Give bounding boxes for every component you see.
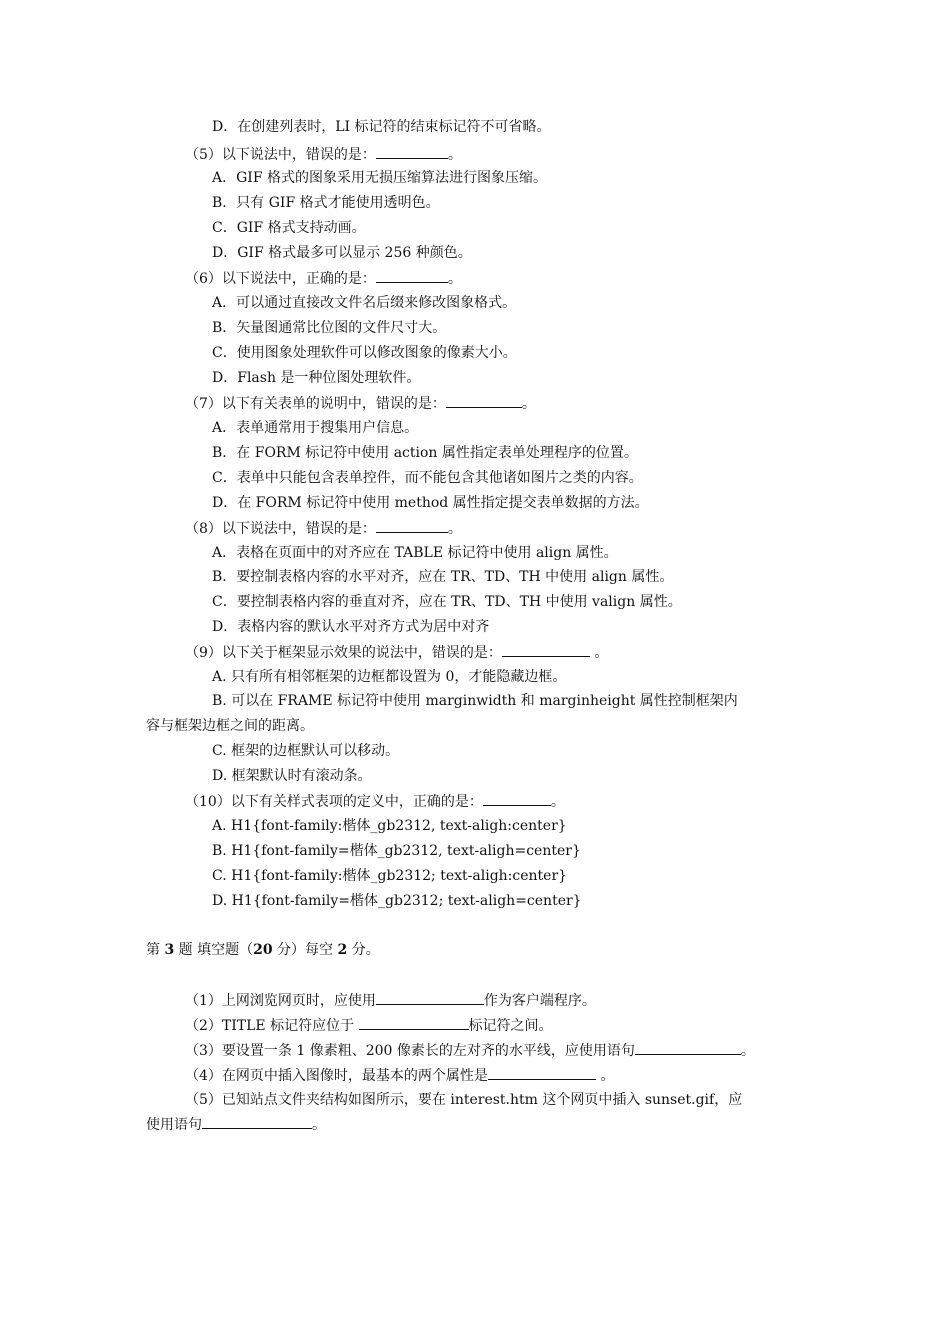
answer-blank: [376, 144, 448, 159]
q9-option-d: D. 框架默认时有滚动条。: [212, 768, 372, 784]
q6-stem: （6）以下说法中，正确的是： 。: [185, 268, 462, 288]
q8-option-b: B．要控制表格内容的水平对齐，应在 TR、TD、TH 中使用 align 属性。: [212, 569, 674, 585]
q8-option-a: A．表格在页面中的对齐应在 TABLE 标记符中使用 align 属性。: [212, 545, 618, 561]
answer-blank: [202, 1114, 312, 1129]
q5-option-c: C．GIF 格式支持动画。: [212, 220, 366, 236]
fill-q4: （4）在网页中插入图像时，最基本的两个属性是 。: [185, 1065, 614, 1085]
q5-stem: （5）以下说法中，错误的是： 。: [185, 144, 462, 164]
q6-option-d: D．Flash 是一种位图处理软件。: [212, 370, 421, 386]
q8-option-d: D．表格内容的默认水平对齐方式为居中对齐: [212, 619, 490, 635]
q7-option-b: B．在 FORM 标记符中使用 action 属性指定表单处理程序的位置。: [212, 445, 638, 461]
answer-blank: [376, 518, 448, 533]
q5-option-d: D．GIF 格式最多可以显示 256 种颜色。: [212, 245, 472, 261]
q7-option-a: A．表单通常用于搜集用户信息。: [212, 420, 419, 436]
answer-blank: [502, 642, 590, 657]
q7-option-d: D．在 FORM 标记符中使用 method 属性指定提交表单数据的方法。: [212, 495, 649, 511]
fill-q5-line2: 使用语句 。: [146, 1114, 326, 1134]
q9-option-b-line2: 容与框架边框之间的距离。: [146, 718, 314, 734]
q10-option-d: D. H1{font-family=楷体_gb2312; text-aligh=center}: [212, 893, 582, 909]
q7-stem: （7）以下有关表单的说明中，错误的是： 。: [185, 393, 536, 413]
q10-option-c: C. H1{font-family:楷体_gb2312; text-aligh:center}: [212, 868, 568, 884]
answer-blank: [376, 268, 448, 283]
q9-option-b-line1: B. 可以在 FRAME 标记符中使用 marginwidth 和 marginheight 属性控制框架内: [212, 693, 738, 709]
q6-option-a: A．可以通过直接改文件名后缀来修改图象格式。: [212, 295, 517, 311]
q6-option-c: C．使用图象处理软件可以修改图象的像素大小。: [212, 345, 517, 361]
answer-blank: [483, 791, 551, 806]
q9-option-c: C. 框架的边框默认可以移动。: [212, 743, 400, 759]
q8-stem: （8）以下说法中，错误的是： 。: [185, 518, 462, 538]
q10-option-a: A. H1{font-family:楷体_gb2312, text-aligh:center}: [212, 818, 567, 834]
q8-option-c: C．要控制表格内容的垂直对齐，应在 TR、TD、TH 中使用 valign 属性。: [212, 594, 682, 610]
q9-stem: （9）以下关于框架显示效果的说法中，错误的是： 。: [185, 642, 608, 662]
q10-stem: （10）以下有关样式表项的定义中，正确的是： 。: [185, 791, 565, 811]
fill-q2: （2）TITLE 标记符应位于 标记符之间。: [185, 1015, 553, 1035]
q7-option-c: C．表单中只能包含表单控件，而不能包含其他诸如图片之类的内容。: [212, 470, 643, 486]
section-3-heading: 第 3 题 填空题（20 分）每空 2 分。: [146, 942, 380, 958]
fill-q5-line1: （5）已知站点文件夹结构如图所示，要在 interest.htm 这个网页中插入 sunset.gif，应: [185, 1092, 743, 1108]
answer-blank: [446, 393, 522, 408]
q9-option-a: A. 只有所有相邻框架的边框都设置为 0，才能隐藏边框。: [212, 669, 567, 685]
q5-option-a: A．GIF 格式的图象采用无损压缩算法进行图象压缩。: [212, 170, 547, 186]
answer-blank: [359, 1015, 469, 1030]
answer-blank: [488, 1065, 596, 1080]
q6-option-b: B．矢量图通常比位图的文件尺寸大。: [212, 320, 447, 336]
q4-option-d: D．在创建列表时，LI 标记符的结束标记符不可省略。: [212, 119, 551, 135]
answer-blank: [376, 990, 484, 1005]
q5-option-b: B．只有 GIF 格式才能使用透明色。: [212, 195, 440, 211]
q10-option-b: B. H1{font-family=楷体_gb2312, text-aligh=center}: [212, 843, 581, 859]
fill-q3: （3）要设置一条 1 像素粗、200 像素长的左对齐的水平线，应使用语句 。: [185, 1040, 755, 1060]
fill-q1: （1）上网浏览网页时，应使用 作为客户端程序。: [185, 990, 596, 1010]
answer-blank: [635, 1040, 741, 1055]
